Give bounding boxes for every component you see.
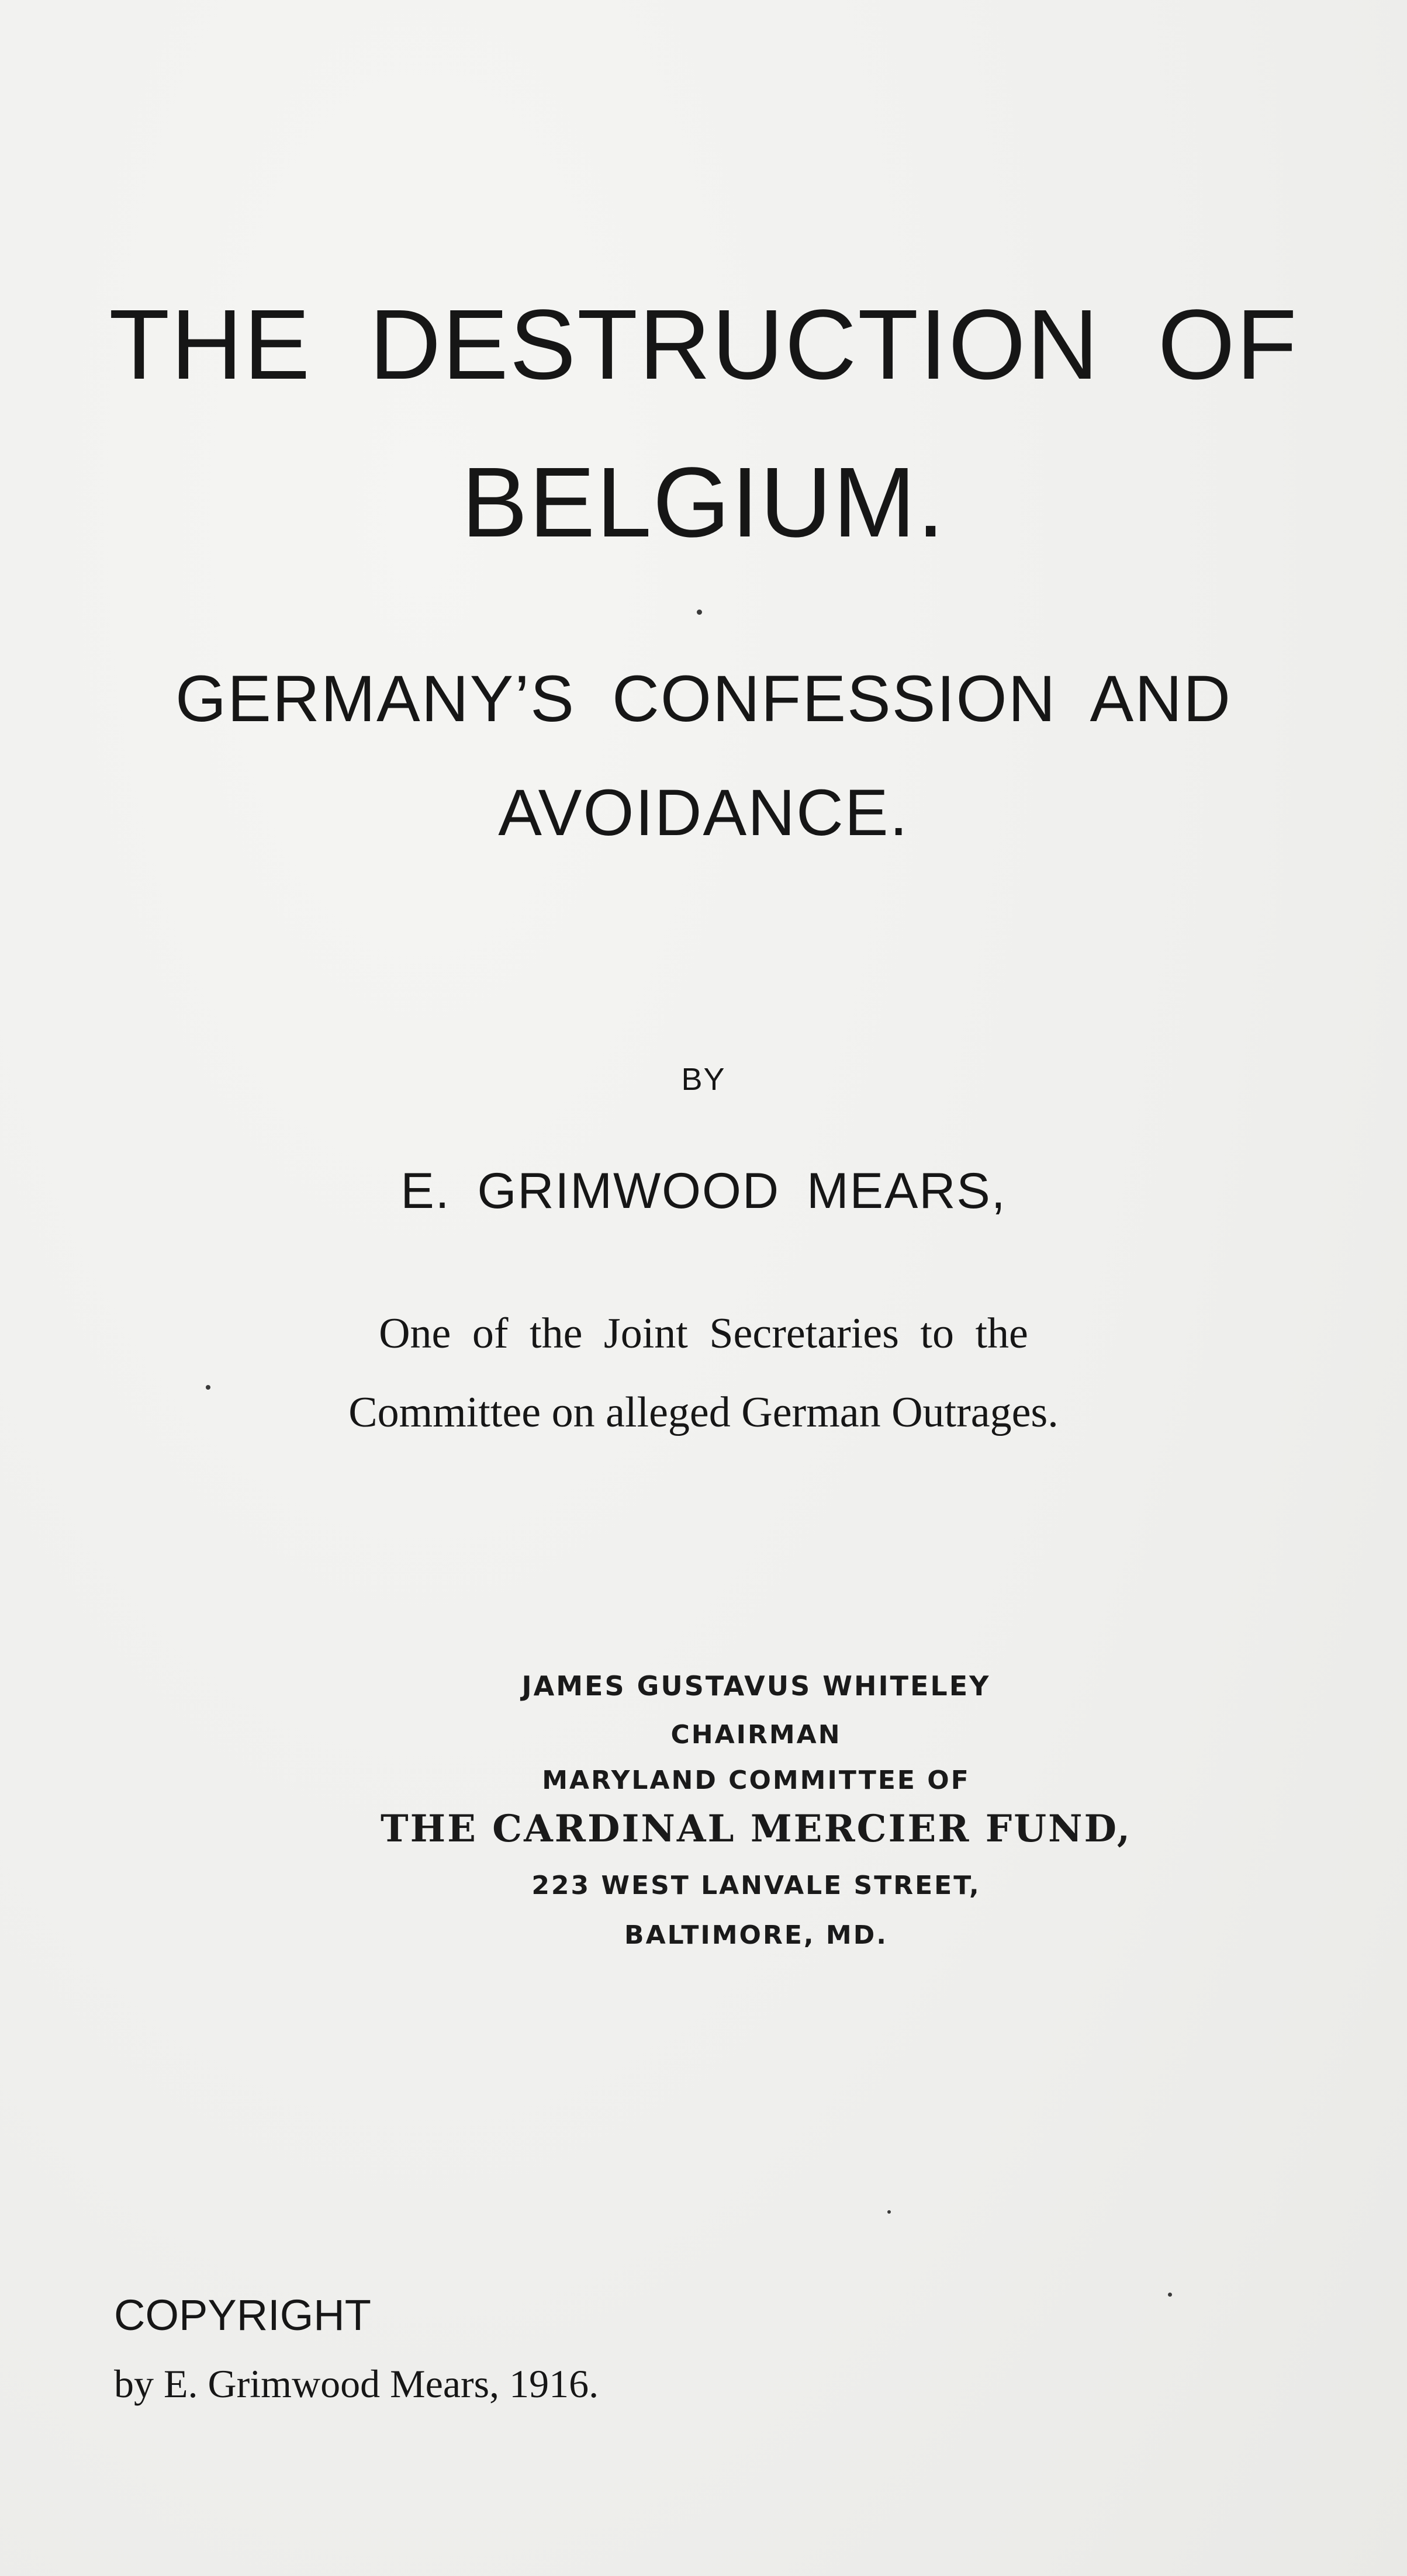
by-label: BY [681,1062,726,1097]
author-description-line-2: Committee on alleged German Outrages. [348,1389,1059,1436]
copyright-label: COPYRIGHT [114,2291,371,2339]
stamp-street: 223 WEST LANVALE STREET, [531,1871,981,1900]
author-name: E. GRIMWOOD MEARS, [400,1163,1007,1219]
book-title-line-1: THE DESTRUCTION OF [109,289,1298,400]
ink-speck [1168,2293,1172,2297]
stamp-role: CHAIRMAN [670,1720,842,1750]
ink-speck [697,610,702,615]
subtitle-line-1: GERMANY’S CONFESSION AND [175,662,1232,735]
stamp-city: BALTIMORE, MD. [624,1920,888,1950]
copyright-text: by E. Grimwood Mears, 1916. [114,2362,599,2406]
book-title-line-2: BELGIUM. [461,447,946,558]
ink-speck [887,2210,891,2214]
stamp-committee: MARYLAND COMMITTEE OF [542,1765,970,1795]
author-description-line-1: One of the Joint Secretaries to the [379,1310,1028,1358]
ink-speck [206,1385,210,1390]
stamp-name: JAMES GUSTAVUS WHITELEY [521,1670,991,1702]
stamp-fund: THE CARDINAL MERCIER FUND, [381,1807,1132,1851]
subtitle-line-2: AVOIDANCE. [498,776,909,849]
